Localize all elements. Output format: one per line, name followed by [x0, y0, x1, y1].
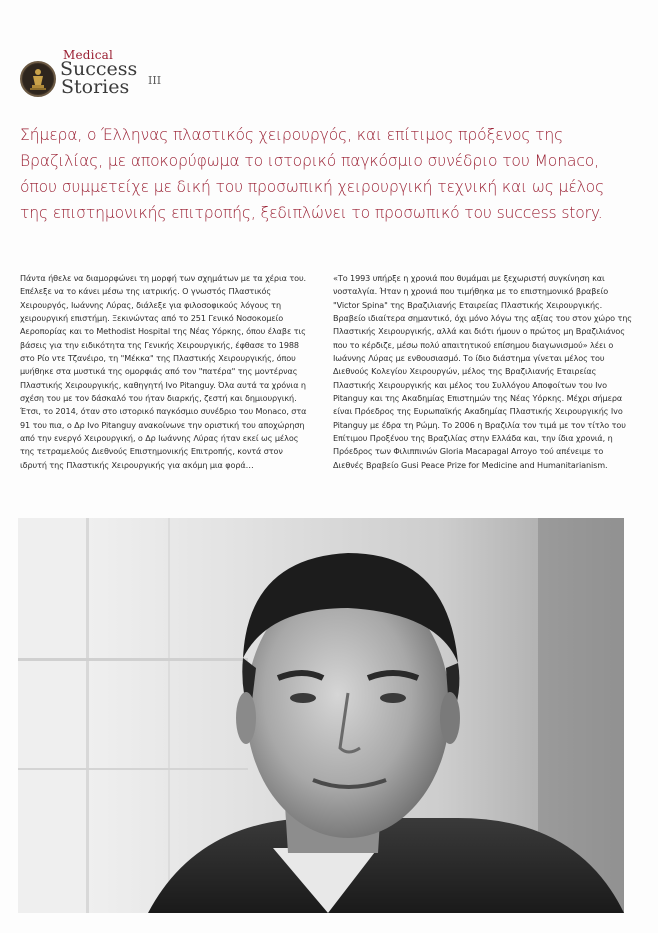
- lead-paragraph: Σήμερα, ο Έλληνας πλαστικός χειρουργός, και επίτιμος πρόξενος της Βραζιλίας, με αποκορύφωμα το ιστορικό παγκόσμιο συνέδριο του Monaco, όπου συμμετείχε με δική του προσωπική χειρουργική τεχνική και ως μέλος της επιστημονικής επιτροπής, ξεδιπλώνει το προσωπικό του success story.: [20, 126, 605, 222]
- body-column-right: [333, 272, 633, 472]
- brand-success: Success: [60, 58, 138, 80]
- brand-stories: Stories: [61, 76, 130, 98]
- gold-statue-emblem-icon: [20, 61, 56, 97]
- body-column-left: [20, 272, 310, 472]
- issue-number: III: [148, 74, 162, 87]
- body-text-right: «Το 1993 υπήρξε η χρονιά που θυμάμαι με ξεχωριστή συγκίνηση και νοσταλγία. Ήταν η χρονιά που τιμήθηκα με το επιστημονικό βραβείο "Victor Spina" της Βραζιλιανής Εταιρείας Πλαστικής Χειρουργικής. Βραβείο ιδιαίτερα σημαντικό, όχι μόνο λόγω της αξίας του στον χώρο της Πλαστικής Χειρουργικής, αλλά και διότι ήμουν ο πρώτος μη Βραζιλιάνος που το κέρδιζε, μέσω πολύ απαιτητικού επίσημου διαγωνισμού» λέει ο Ιωάννης Λύρας με ενθουσιασμό. Το ίδιο διάστημα γίνεται μέλος του Διεθνούς Κολεγίου Χειρουργών, μέλος της Βραζιλιανής Εταιρείας Πλαστικής Χειρουργικής και μέλος του Συλλόγου Αποφοίτων του Ivo Pitanguy και της Ακαδημίας Επιστημών της Νέας Υόρκης. Μέχρι σήμερα είναι Πρόεδρος της Ευρωπαϊκής Ακαδημίας Πλαστικής Χειρουργικής Ivo Pitanguy με έδρα τη Ρώμη. Το 2006 η Βραζιλία τον τιμά με τον τίτλο του Επίτιμου Προξένου της Βραζιλίας στην Ελλάδα και, την ίδια χρονιά, η Πρόεδρος των Φιλιππινών Gloria Macapagal Arroyo τού απένειμε το Διεθνές Βραβείο Gusi Peace Prize for Medicine and Humanitarianism.: [333, 273, 632, 470]
- brand-medical: Medical: [63, 48, 114, 62]
- body-text-left: Πάντα ήθελε να διαμορφώνει τη μορφή των σχημάτων με τα χέρια του. Επέλεξε να το κάνει μέσω της ιατρικής. Ο γνωστός Πλαστικός Χειρουργός, Ιωάννης Λύρας, διάλεξε για φιλοσοφικούς λόγους τη χειρουργική επιστήμη. Ξεκινώντας από το 251 Γενικό Νοσοκομείο Αεροπορίας και το Methodist Hospital της Νέας Υόρκης, όπου έλαβε τις βάσεις για την ειδικότητα της Γενικής Χειρουργικής, έφθασε το 1988 στο Ρίο ντε Τζανέιρο, τη "Μέκκα" της Πλαστικής Χειρουργικής, όπου μυήθηκε στα μυστικά της ομορφιάς από τον "πατέρα" της μοντέρνας Πλαστικής Χειρουργικής, καθηγητή Ivo Pitanguy. Όλα αυτά τα χρόνια η σχέση του με τον δάσκαλό του ήταν διαρκής, ζεστή και δημιουργική. Έτσι, το 2014, όταν στο ιστορικό παγκόσμιο συνέδριο του Monaco, στα 91 του πια, ο Δρ Ivo Pitanguy ανακοίνωνε την οριστική του αποχώρηση από την ενεργό Χειρουργική, ο Δρ Ιωάννης Λύρας ήταν εκεί ως μέλος της τετραμελούς Διεθνούς Επιστημονικής Επιτροπής, κοντά στον ιδρυτή της Πλαστικής Χειρουργικής για ακόμη μια φορά…: [20, 273, 307, 470]
- portrait-photo: [18, 518, 624, 913]
- portrait-illustration: [18, 518, 624, 913]
- section-logo: [20, 48, 180, 104]
